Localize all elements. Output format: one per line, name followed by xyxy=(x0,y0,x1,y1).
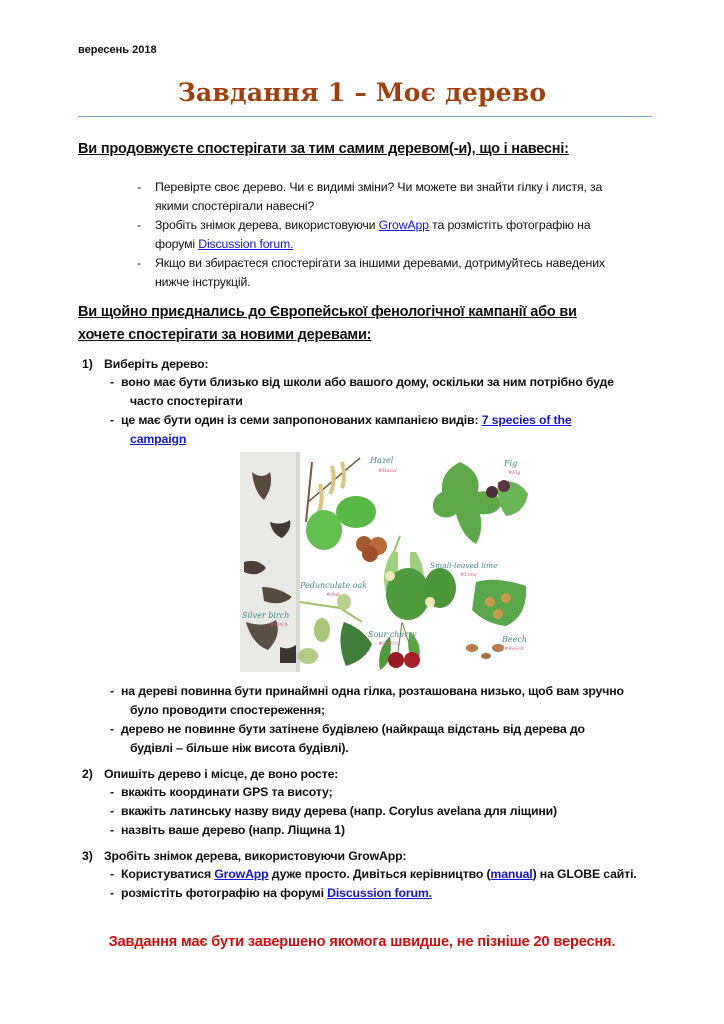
oak-illustration xyxy=(298,581,372,666)
bullet-text: нижче інструкцій. xyxy=(155,275,251,289)
step2-title: Опишіть дерево і місце, де воно росте: xyxy=(104,767,339,781)
bullet-text: якими спостерігали навесні? xyxy=(155,199,315,213)
lime-label: Small-leaved lime xyxy=(430,561,498,570)
step-number: 2) xyxy=(82,767,93,781)
oak-tag: #Oak xyxy=(326,592,341,598)
step3-title: Зробіть знімок дерева, використовуючи GrowApp: xyxy=(104,849,407,863)
deadline-notice: Завдання має бути завершено якомога швидше, не пізніше 20 вересня. xyxy=(108,934,616,950)
bullet-dash: - xyxy=(110,684,115,698)
bullet-text: часто спостерігати xyxy=(130,394,243,408)
birch-bark-image xyxy=(240,452,300,672)
bullet-text: вкажіть латинську назву виду дерева (напр. Corylus avelana для ліщини) xyxy=(121,804,557,818)
section2-heading-line1: Ви щойно приєднались до Європейської фенологічної кампанії або ви xyxy=(78,304,577,320)
bullet-text xyxy=(155,237,293,251)
bullet-text: будівлі – більше ніж висота будівлі). xyxy=(130,741,349,755)
beech-label: Beech xyxy=(502,635,527,644)
manual-link[interactable]: manual xyxy=(490,867,533,881)
hazel-label: Hazel xyxy=(370,456,394,465)
bullet-dash: - xyxy=(110,785,115,799)
bullet-text xyxy=(155,218,590,232)
bullet-dash: - xyxy=(137,218,142,232)
bullet-text: було проводити спостереження; xyxy=(130,703,325,717)
bullet-text: вкажіть координати GPS та висоту; xyxy=(121,785,333,799)
bullet-text: на дереві повинна бути принаймні одна гілка, розташована низько, щоб вам зручно xyxy=(121,684,624,698)
oak-label: Pedunculate oak xyxy=(300,581,368,590)
step1-title: Виберіть дерево: xyxy=(104,357,209,371)
text-fragment: Користуватися xyxy=(121,867,215,881)
bullet-text xyxy=(121,413,572,427)
step-number: 3) xyxy=(82,849,93,863)
fig-illustration xyxy=(433,459,528,544)
bullet-text: дерево не повинне бути затінене будівлею (найкраща відстань від дерева до xyxy=(121,722,585,736)
birch-tag: #Birch xyxy=(270,622,288,628)
text-fragment: це має бути один із семи запропонованих кампанією видів: xyxy=(121,413,482,427)
bullet-dash: - xyxy=(110,823,115,837)
species-link[interactable]: 7 species of the xyxy=(481,413,572,427)
beech-tag: #Beech xyxy=(504,646,524,652)
text-fragment: та розмістіть фотографію на xyxy=(428,218,591,232)
text-fragment: ) на GLOBE сайті. xyxy=(532,867,637,881)
growapp-link[interactable]: GrowApp xyxy=(378,218,429,232)
species-link-continued[interactable]: campaign xyxy=(130,432,187,446)
species-collage-image xyxy=(240,452,535,672)
text-fragment: дуже просто. Дивіться керівництво ( xyxy=(268,867,491,881)
cherry-tag: #Cherry xyxy=(378,641,400,647)
lime-tag: #Lime xyxy=(460,572,477,578)
discussion-forum-link[interactable]: Discussion forum. xyxy=(198,237,294,251)
cherry-illustration xyxy=(368,622,420,670)
bullet-text xyxy=(130,432,186,446)
cherry-label: Sour cherry xyxy=(368,630,417,639)
bullet-text: Якщо ви збираєтеся спостерігати за іншими деревами, дотримуйтесь наведених xyxy=(155,256,605,270)
document-date: вересень 2018 xyxy=(78,44,157,56)
section1-heading: Ви продовжуєте спостерігати за тим самим деревом(-и), що і навесні: xyxy=(78,141,569,157)
bullet-dash: - xyxy=(110,722,115,736)
discussion-forum-link[interactable]: Discussion forum. xyxy=(327,886,432,900)
page-title: Завдання 1 – Моє дерево xyxy=(177,78,547,107)
text-fragment: розмістіть фотографію на форумі xyxy=(121,886,328,900)
bullet-dash: - xyxy=(137,180,142,194)
bullet-text: назвіть ваше дерево (напр. Ліщина 1) xyxy=(121,823,345,837)
bullet-dash: - xyxy=(110,886,115,900)
bullet-text xyxy=(121,886,432,900)
bullet-text xyxy=(121,867,637,881)
bullet-dash: - xyxy=(110,867,115,881)
bullet-dash: - xyxy=(137,256,142,270)
birch-label: Silver birch xyxy=(242,611,290,620)
step-number: 1) xyxy=(82,357,93,371)
bullet-dash: - xyxy=(110,804,115,818)
text-fragment: форумі xyxy=(155,237,199,251)
bullet-text: воно має бути близько від школи або вашого дому, оскільки за ним потрібно буде xyxy=(121,375,614,389)
text-fragment: Зробіть знімок дерева, використовуючи xyxy=(155,218,379,232)
beech-illustration xyxy=(466,580,527,659)
fig-label: Fig xyxy=(504,459,518,468)
bullet-dash: - xyxy=(110,375,115,389)
hazel-tag: #Hazel xyxy=(378,468,397,474)
fig-tag: #Fig xyxy=(508,470,521,476)
growapp-link[interactable]: GrowApp xyxy=(214,867,269,881)
section2-heading-line2: хочете спостерігати за новими деревами: xyxy=(78,327,372,343)
bullet-text: Перевірте своє дерево. Чи є видимі зміни? Чи можете ви знайти гілку і листя, за xyxy=(155,180,603,194)
title-divider xyxy=(78,116,652,117)
hazel-illustration xyxy=(306,456,397,562)
bullet-dash: - xyxy=(110,413,115,427)
